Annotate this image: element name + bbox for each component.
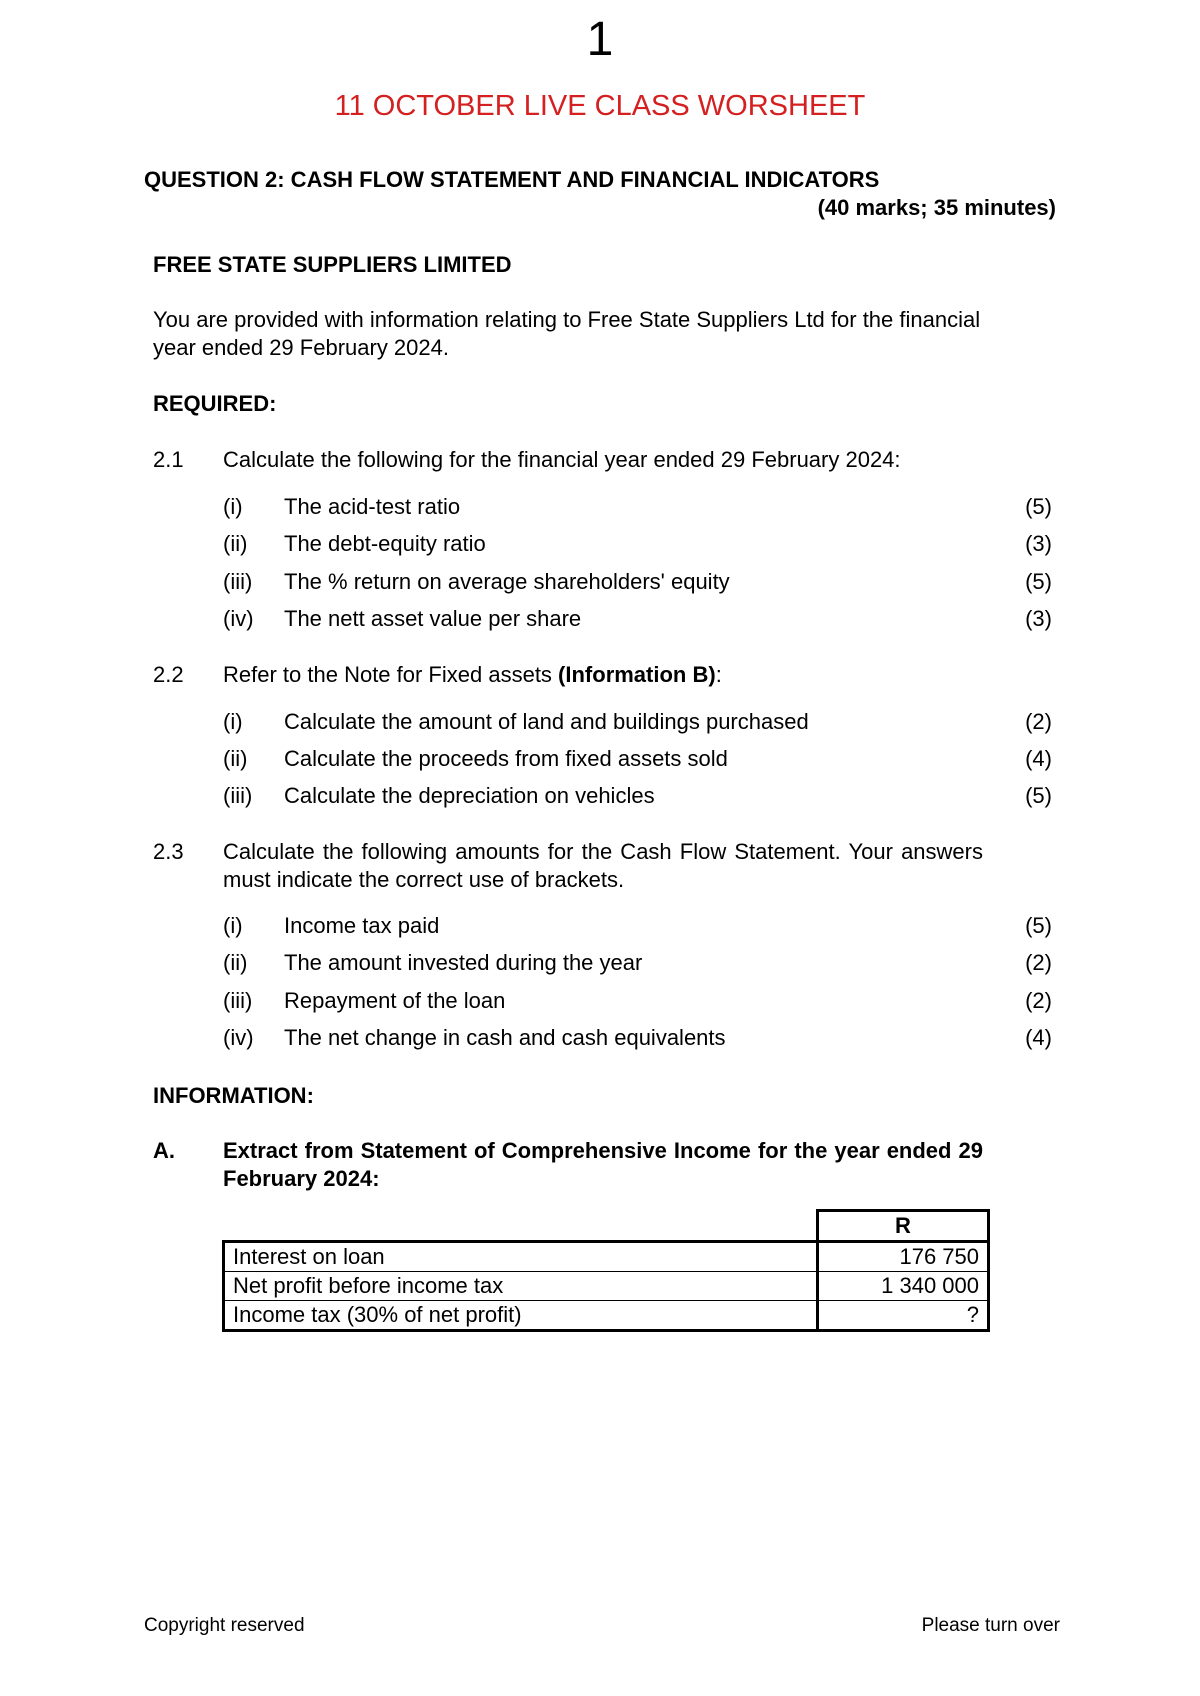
question-text: Calculate the following amounts for the Cash Flow Statement. Your answers must indicate the correct use of brackets.	[223, 839, 983, 892]
item-roman: (iv)	[223, 1025, 254, 1050]
question-text-suffix: :	[715, 662, 722, 687]
row-label: Net profit before income tax	[224, 1272, 818, 1301]
column-header-rand: R	[818, 1211, 989, 1242]
info-title: Extract from Statement of Comprehensive Income for the year ended 29 February 2024:	[223, 1138, 983, 1191]
question-number: 2.2	[153, 662, 184, 687]
row-label: Income tax (30% of net profit)	[224, 1301, 818, 1331]
item-roman: (iii)	[223, 569, 253, 594]
item-text: The net change in cash and cash equivalents	[284, 1025, 726, 1050]
information-reference: (Information B)	[558, 662, 716, 687]
information-heading: INFORMATION:	[153, 1083, 314, 1108]
question-marks: (40 marks; 35 minutes)	[817, 195, 1056, 220]
item-text: The amount invested during the year	[284, 950, 643, 975]
item-text: The debt-equity ratio	[284, 531, 486, 556]
item-roman: (i)	[223, 709, 243, 734]
footer-copyright: Copyright reserved	[144, 1615, 305, 1636]
item-marks: (5)	[1025, 783, 1052, 808]
question-title: QUESTION 2: CASH FLOW STATEMENT AND FINANCIAL INDICATORS	[144, 167, 880, 192]
item-marks: (2)	[1025, 950, 1052, 975]
item-marks: (2)	[1025, 988, 1052, 1013]
item-text: The % return on average shareholders' equity	[284, 569, 730, 594]
table-row	[224, 1272, 989, 1301]
item-roman: (i)	[223, 494, 243, 519]
income-statement-extract-table	[222, 1209, 990, 1332]
question-text-prefix: Refer to the Note for Fixed assets	[223, 662, 559, 687]
page-number: 1	[586, 13, 614, 66]
item-roman: (iv)	[223, 606, 254, 631]
item-marks: (5)	[1025, 913, 1052, 938]
table-header-blank	[224, 1211, 818, 1242]
item-marks: (5)	[1025, 494, 1052, 519]
row-label: Interest on loan	[224, 1242, 818, 1272]
item-text: The nett asset value per share	[284, 606, 582, 631]
item-roman: (ii)	[223, 531, 248, 556]
info-letter: A.	[153, 1138, 175, 1163]
row-amount: ?	[818, 1301, 989, 1331]
item-marks: (4)	[1025, 1025, 1052, 1050]
item-marks: (4)	[1025, 746, 1052, 771]
item-marks: (2)	[1025, 709, 1052, 734]
item-roman: (ii)	[223, 746, 248, 771]
question-text: Calculate the following for the financial year ended 29 February 2024:	[223, 447, 901, 472]
table-row	[224, 1301, 989, 1331]
company-name: FREE STATE SUPPLIERS LIMITED	[153, 252, 512, 277]
item-roman: (ii)	[223, 950, 248, 975]
item-marks: (5)	[1025, 569, 1052, 594]
table-row	[224, 1242, 989, 1272]
item-text: Repayment of the loan	[284, 988, 506, 1013]
item-text: The acid-test ratio	[284, 494, 461, 519]
item-roman: (i)	[223, 913, 243, 938]
item-roman: (iii)	[223, 783, 253, 808]
item-text: Income tax paid	[284, 913, 440, 938]
row-amount: 1 340 000	[818, 1272, 989, 1301]
required-heading: REQUIRED:	[153, 391, 277, 416]
question-number: 2.1	[153, 447, 184, 472]
item-marks: (3)	[1025, 531, 1052, 556]
row-amount: 176 750	[818, 1242, 989, 1272]
item-text: Calculate the proceeds from fixed assets sold	[284, 746, 728, 771]
item-marks: (3)	[1025, 606, 1052, 631]
table-header-row	[224, 1211, 989, 1242]
intro-paragraph: You are provided with information relating to Free State Suppliers Ltd for the financial year ended 29 February 2024.	[153, 307, 981, 360]
footer-turn-over: Please turn over	[921, 1615, 1060, 1636]
worksheet-title: 11 OCTOBER LIVE CLASS WORSHEET	[334, 90, 866, 122]
item-text: Calculate the amount of land and buildings purchased	[284, 709, 809, 734]
item-text: Calculate the depreciation on vehicles	[284, 783, 655, 808]
item-roman: (iii)	[223, 988, 253, 1013]
question-number: 2.3	[153, 839, 184, 864]
question-text	[223, 661, 722, 689]
